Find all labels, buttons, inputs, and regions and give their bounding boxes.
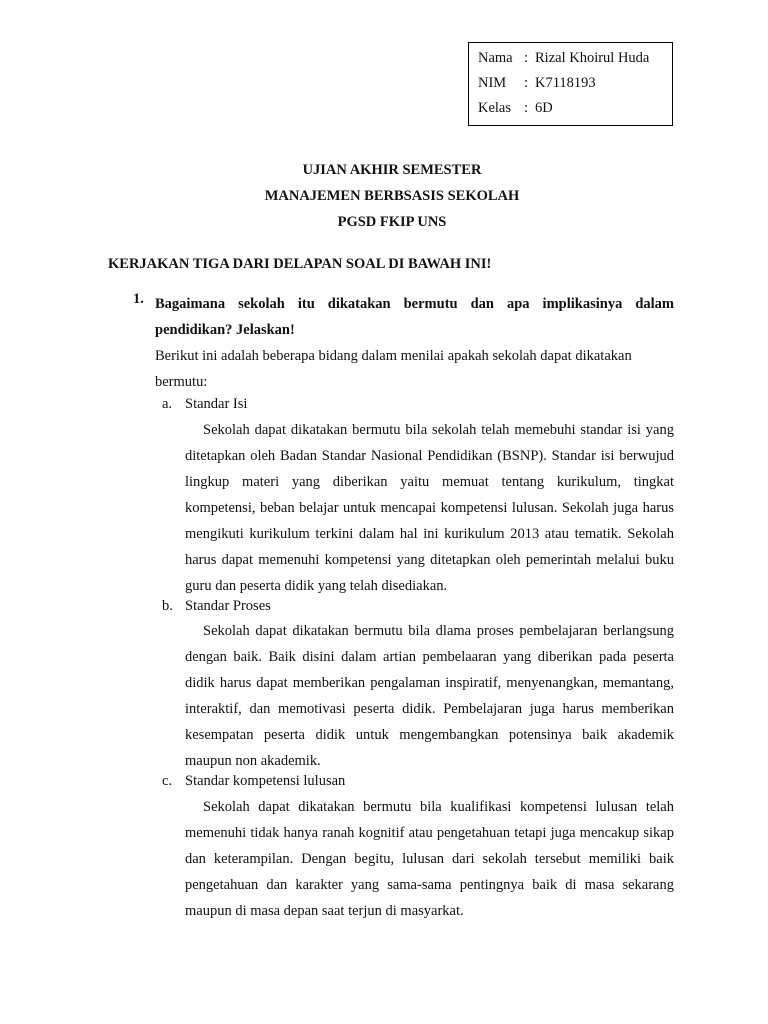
identity-value: 6D	[535, 100, 553, 116]
exam-title: UJIAN AKHIR SEMESTER	[302, 162, 482, 178]
item-body-c: Sekolah dapat dikatakan bermutu bila kualifikasi kompetensi lulusan telah memenuhi tidak hanya ranah kognitif atau pengetahuan tetapi juga mencakup sikap dan keterampilan. Dengan begitu, lulusan dari sekolah tersebut memiliki baik pengetahuan dan karakter yang sama-sama pentingnya baik di masa sekarang maupun di masa depan saat terjun di masyarkat.	[185, 799, 674, 919]
instruction-heading: KERJAKAN TIGA DARI DELAPAN SOAL DI BAWAH INI!	[108, 256, 492, 272]
item-label-b: b.	[162, 598, 173, 614]
identity-separator: :	[524, 100, 529, 116]
identity-row-nim	[478, 71, 672, 96]
item-label-a: a.	[162, 396, 173, 412]
program-title: PGSD FKIP UNS	[337, 214, 447, 230]
identity-separator: :	[524, 75, 529, 91]
identity-label: Kelas	[478, 100, 512, 116]
item-body-b: Sekolah dapat dikatakan bermutu bila dlama proses pembelajaran berlangsung dengan baik. Baik disini dalam artian pembelaaran yang diberikan pada peserta didik harus dapat memberikan pengalaman inspiratif, menyenangkan, memantang, interaktif, dan memotivasi peserta didik. Pembelajaran juga harus memberikan kesempatan peserta didik untuk mengembangkan potensinya baik akademik maupun non akademik.	[185, 623, 674, 769]
item-title-b: Standar Proses	[185, 598, 271, 614]
item-title-a: Standar Isi	[185, 396, 248, 412]
student-identity-box	[468, 42, 673, 126]
identity-row-name	[478, 46, 672, 71]
question-number: 1.	[133, 291, 144, 307]
course-title: MANAJEMEN BERBSASIS SEKOLAH	[264, 188, 520, 204]
item-label-c: c.	[162, 773, 173, 789]
item-title-c: Standar kompetensi lulusan	[185, 773, 346, 789]
identity-label: NIM	[478, 75, 507, 91]
identity-value: K7118193	[535, 75, 596, 91]
item-body-a: Sekolah dapat dikatakan bermutu bila sekolah telah memebuhi standar isi yang ditetapkan oleh Badan Standar Nasional Pendidikan (BSNP). Standar isi berwujud lingkup materi yang diberikan yaitu memuat tentang kurikulum, tingkat kompetensi, beban belajar untuk mencapai kompetensi lulusan. Sekolah juga harus mengikuti kurikulum terkini dalam hal ini kurikulum 2013 atau tematik. Sekolah harus dapat memenuhi kompetensi yang ditetapkan oleh pemerintah melalui buku guru dan peserta didik yang telah disediakan.	[185, 422, 674, 594]
identity-row-class	[478, 96, 672, 121]
identity-label: Nama	[478, 50, 513, 66]
question-text: Bagaimana sekolah itu dikatakan bermutu dan apa implikasinya dalam pendidikan? Jelaskan!	[155, 296, 674, 338]
identity-value: Rizal Khoirul Huda	[535, 50, 650, 66]
identity-separator: :	[524, 50, 529, 66]
answer-intro: Berikut ini adalah beberapa bidang dalam menilai apakah sekolah dapat dikatakan bermutu:	[155, 348, 632, 390]
